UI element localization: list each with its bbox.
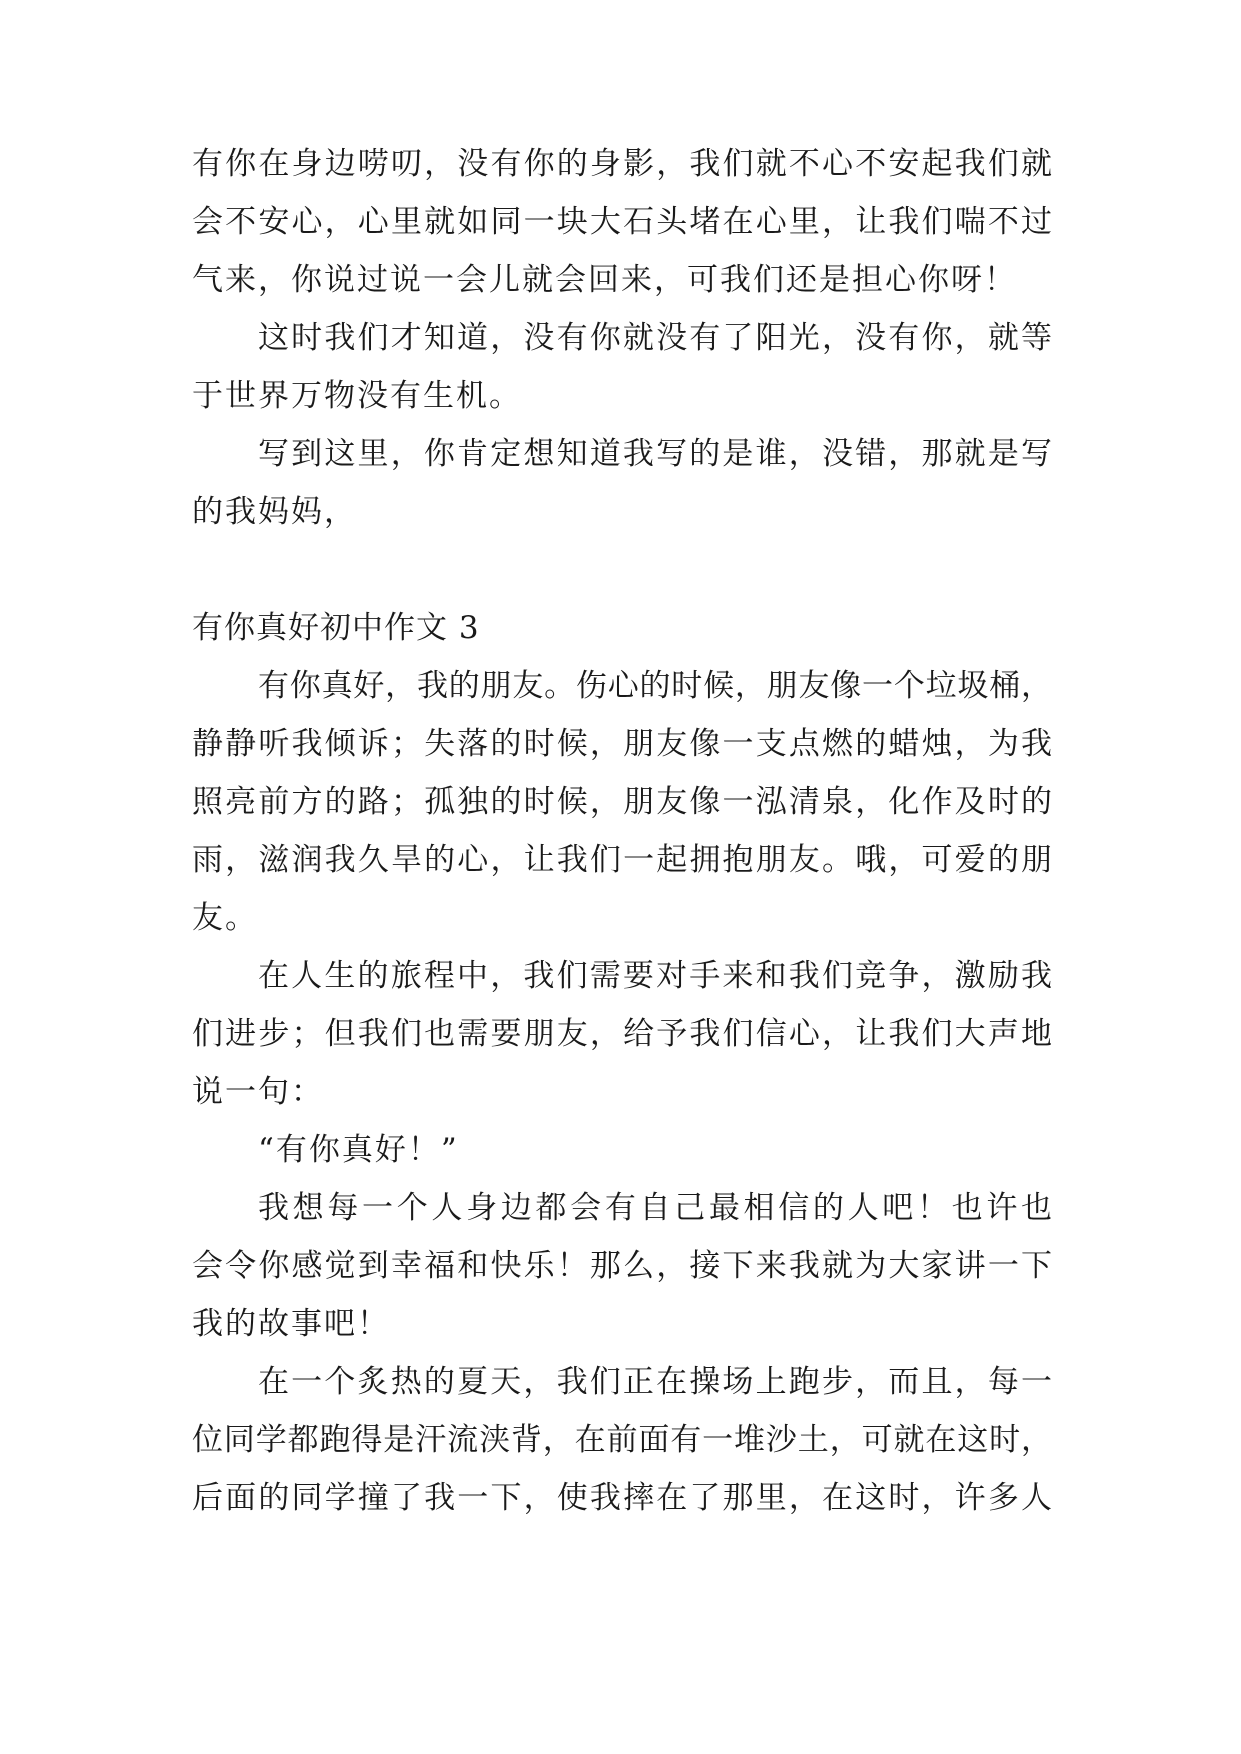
section-title: 有你真好初中作文 3 bbox=[192, 610, 480, 646]
text-line: 写到这里，你肯定想知道我写的是谁，没错，那就是写 bbox=[258, 436, 1052, 472]
text-line: 这时我们才知道，没有你就没有了阳光，没有你，就等 bbox=[258, 320, 1052, 356]
text-line: 在一个炙热的夏天，我们正在操场上跑步，而且，每一 bbox=[258, 1364, 1052, 1400]
text-line: 说一句： bbox=[192, 1074, 324, 1110]
text-line: 会不安心，心里就如同一块大石头堵在心里，让我们喘不过 bbox=[192, 204, 1052, 240]
text-line: 友。 bbox=[192, 900, 258, 936]
text-line: 位同学都跑得是汗流浃背，在前面有一堆沙土，可就在这时， bbox=[192, 1422, 1052, 1458]
quote-line: “有你真好！” bbox=[258, 1132, 459, 1168]
text-line: 气来，你说过说一会儿就会回来，可我们还是担心你呀！ bbox=[192, 262, 1017, 298]
text-line: 有你在身边唠叨，没有你的身影，我们就不心不安起我们就 bbox=[192, 146, 1052, 182]
text-line: 我的故事吧！ bbox=[192, 1306, 390, 1342]
text-line: 有你真好，我的朋友。伤心的时候，朋友像一个垃圾桶， bbox=[258, 668, 1052, 704]
text-line: 照亮前方的路；孤独的时候，朋友像一泓清泉，化作及时的 bbox=[192, 784, 1052, 820]
text-line: 后面的同学撞了我一下，使我摔在了那里，在这时，许多人 bbox=[192, 1480, 1052, 1516]
text-line: 会令你感觉到幸福和快乐！那么，接下来我就为大家讲一下 bbox=[192, 1248, 1052, 1284]
text-line: 们进步；但我们也需要朋友，给予我们信心，让我们大声地 bbox=[192, 1016, 1052, 1052]
text-line: 雨，滋润我久旱的心，让我们一起拥抱朋友。哦，可爱的朋 bbox=[192, 842, 1052, 878]
text-line: 于世界万物没有生机。 bbox=[192, 378, 522, 414]
text-line: 在人生的旅程中，我们需要对手来和我们竞争，激励我 bbox=[258, 958, 1052, 994]
text-line: 的我妈妈， bbox=[192, 494, 357, 530]
text-line: 静静听我倾诉；失落的时候，朋友像一支点燃的蜡烛，为我 bbox=[192, 726, 1052, 762]
text-line: 我想每一个人身边都会有自己最相信的人吧！也许也 bbox=[258, 1190, 1052, 1226]
